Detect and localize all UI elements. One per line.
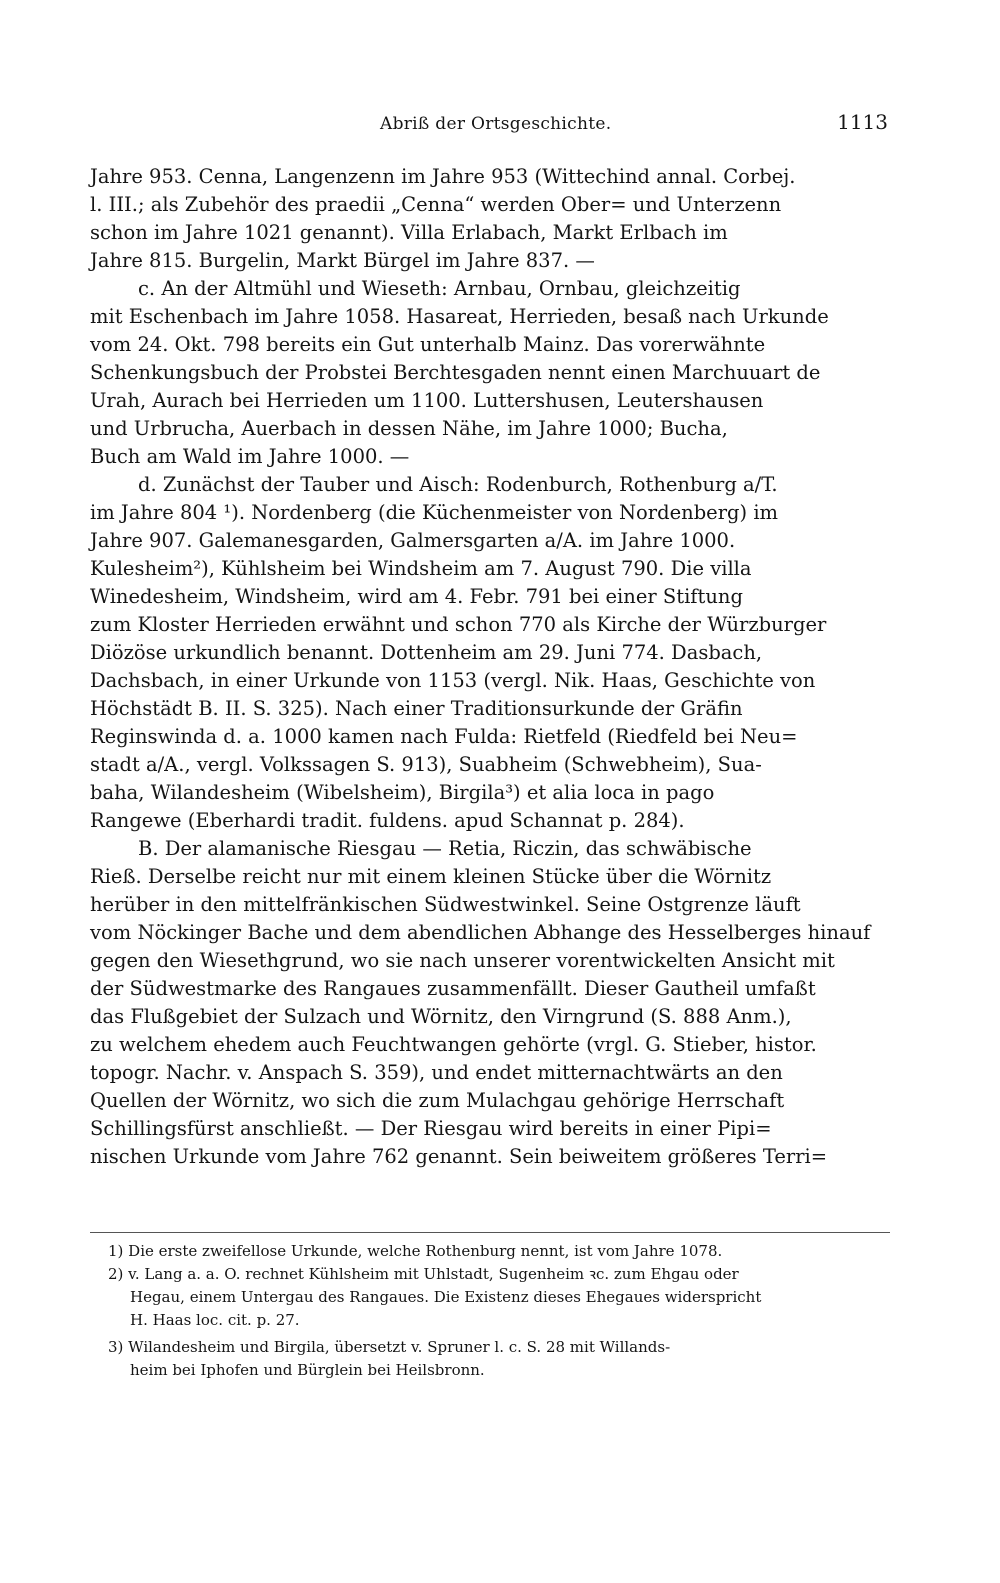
text-line: B. Der alamanische Riesgau — Retia, Riczin, das schwäbische xyxy=(138,837,752,860)
text-line: Quellen der Wörnitz, wo sich die zum Mulachgau gehörige Herrschaft xyxy=(90,1089,785,1112)
text-line: vom Nöckinger Bache und dem abendlichen Abhange des Hesselberges hinauf xyxy=(90,921,871,944)
text-line: d. Zunächst der Tauber und Aisch: Rodenburch, Rothenburg a/T. xyxy=(138,473,778,496)
text-line: zum Kloster Herrieden erwähnt und schon 770 als Kirche der Würzburger xyxy=(90,613,827,636)
footnote-line: 1) Die erste zweifellose Urkunde, welche Rothenburg nennt, ist vom Jahre 1078. xyxy=(108,1242,723,1260)
text-line: Rieß. Derselbe reicht nur mit einem kleinen Stücke über die Wörnitz xyxy=(90,865,772,888)
footnote-line: 3) Wilandesheim und Birgila, übersetzt v. Spruner l. c. S. 28 mit Willands- xyxy=(108,1338,671,1356)
text-line: Dachsbach, in einer Urkunde von 1153 (vergl. Nik. Haas, Geschichte von xyxy=(90,669,816,692)
text-line: c. An der Altmühl und Wieseth: Arnbau, Ornbau, gleichzeitig xyxy=(138,277,741,300)
page-number: 1113 xyxy=(837,110,888,134)
footnote-line: 2) v. Lang a. a. O. rechnet Kühlsheim mit Uhlstadt, Sugenheim ꝛc. zum Ehgau oder xyxy=(108,1265,739,1283)
text-line: Rangewe (Eberhardi tradit. fuldens. apud Schannat p. 284). xyxy=(90,809,685,832)
text-line: Buch am Wald im Jahre 1000. — xyxy=(90,445,410,468)
text-line: Urah, Aurach bei Herrieden um 1100. Luttershusen, Leutershausen xyxy=(90,389,764,412)
footnote-line: H. Haas loc. cit. p. 27. xyxy=(130,1311,300,1329)
text-line: im Jahre 804 ¹). Nordenberg (die Küchenmeister von Nordenberg) im xyxy=(90,501,779,524)
text-line: Höchstädt B. II. S. 325). Nach einer Traditionsurkunde der Gräfin xyxy=(90,697,743,720)
footnote-line: heim bei Iphofen und Bürglein bei Heilsbronn. xyxy=(130,1361,485,1379)
text-line: nischen Urkunde vom Jahre 762 genannt. Sein beiweitem größeres Terri= xyxy=(90,1145,828,1168)
text-line: baha, Wilandesheim (Wibelsheim), Birgila³) et alia loca in pago xyxy=(90,781,715,804)
text-line: und Urbrucha, Auerbach in dessen Nähe, im Jahre 1000; Bucha, xyxy=(90,417,728,440)
text-line: topogr. Nachr. v. Anspach S. 359), und endet mitternachtwärts an den xyxy=(90,1061,783,1084)
text-line: der Südwestmarke des Rangaues zusammenfällt. Dieser Gautheil umfaßt xyxy=(90,977,816,1000)
text-line: vom 24. Okt. 798 bereits ein Gut unterhalb Mainz. Das vorerwähnte xyxy=(90,333,766,356)
text-line: Reginswinda d. a. 1000 kamen nach Fulda: Rietfeld (Riedfeld bei Neu= xyxy=(90,725,798,748)
text-line: herüber in den mittelfränkischen Südwestwinkel. Seine Ostgrenze läuft xyxy=(90,893,801,916)
text-line: mit Eschenbach im Jahre 1058. Hasareat, Herrieden, besaß nach Urkunde xyxy=(90,305,829,328)
text-line: schon im Jahre 1021 genannt). Villa Erlabach, Markt Erlbach im xyxy=(90,221,728,244)
text-line: Jahre 815. Burgelin, Markt Bürgel im Jahre 837. — xyxy=(90,249,595,272)
text-line: Kulesheim²), Kühlsheim bei Windsheim am 7. August 790. Die villa xyxy=(90,557,752,580)
running-title: Abriß der Ortsgeschichte. xyxy=(380,114,612,134)
text-line: zu welchem ehedem auch Feuchtwangen gehörte (vrgl. G. Stieber, histor. xyxy=(90,1033,817,1056)
text-line: Winedesheim, Windsheim, wird am 4. Febr. 791 bei einer Stiftung xyxy=(90,585,743,608)
text-line: das Flußgebiet der Sulzach und Wörnitz, den Virngrund (S. 888 Anm.), xyxy=(90,1005,792,1028)
text-line: gegen den Wiesethgrund, wo sie nach unserer vorentwickelten Ansicht mit xyxy=(90,949,835,972)
text-line: stadt a/A., vergl. Volkssagen S. 913), Suabheim (Schwebheim), Sua- xyxy=(90,753,762,776)
body-text xyxy=(90,163,890,1171)
text-line: Jahre 953. Cenna, Langenzenn im Jahre 953 (Wittechind annal. Corbej. xyxy=(90,165,796,188)
footnote-line: Hegau, einem Untergau des Rangaues. Die Existenz dieses Ehegaues widerspricht xyxy=(130,1288,762,1306)
text-line: l. III.; als Zubehör des praedii „Cenna“ werden Ober= und Unterzenn xyxy=(90,193,782,216)
footnotes xyxy=(108,1240,890,1382)
footnote-divider xyxy=(90,1232,890,1233)
text-line: Schenkungsbuch der Probstei Berchtesgaden nennt einen Marchuuart de xyxy=(90,361,821,384)
text-line: Schillingsfürst anschließt. — Der Riesgau wird bereits in einer Pipi= xyxy=(90,1117,772,1140)
text-line: Jahre 907. Galemanesgarden, Galmersgarten a/A. im Jahre 1000. xyxy=(90,529,736,552)
text-line: Diözöse urkundlich benannt. Dottenheim am 29. Juni 774. Dasbach, xyxy=(90,641,763,664)
